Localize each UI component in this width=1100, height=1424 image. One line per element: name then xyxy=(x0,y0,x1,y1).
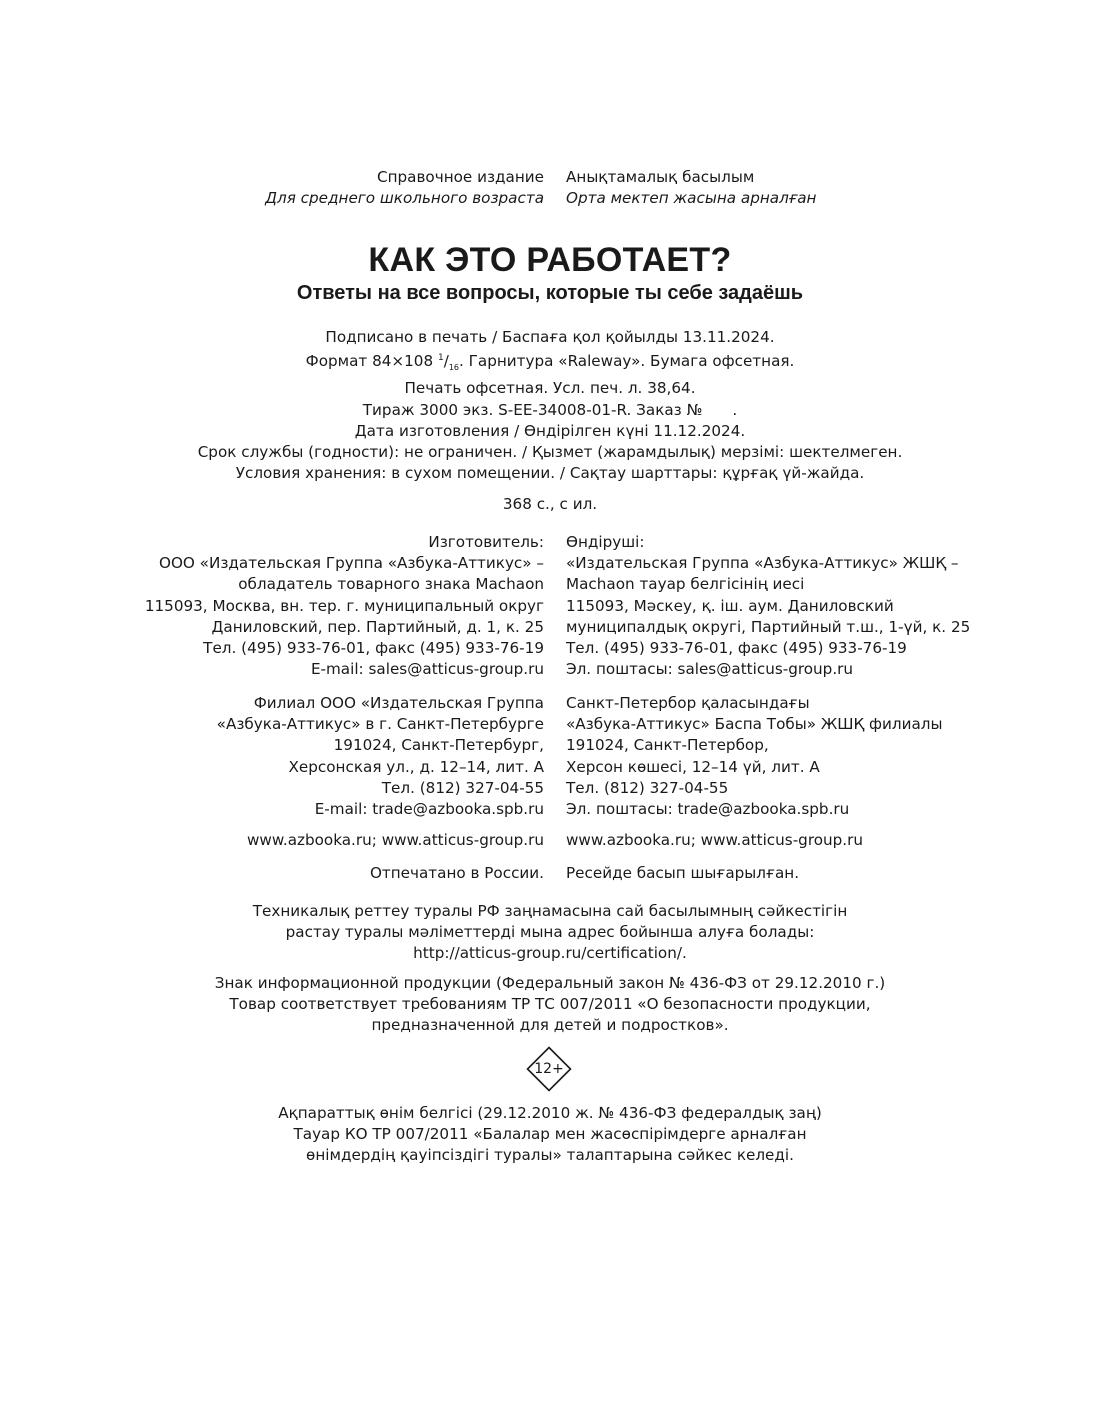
print-method: Печать офсетная. Усл. печ. л. 38,64. xyxy=(404,379,696,398)
certification-kz xyxy=(0,901,1100,965)
printed-in-kz-text: Ресейде басып шығарылған. xyxy=(566,864,800,882)
printed-in-ru-text: Отпечатано в России. xyxy=(369,864,544,882)
manufacturer-kz-line: Өндіруші: xyxy=(566,533,645,551)
branch-kz-line: «Азбука-Аттикус» Баспа Тобы» ЖШҚ филиалы xyxy=(566,715,943,734)
info-sign-ru-line: Знак информационной продукции (Федеральный закон № 436-ФЗ от 29.12.2010 г.) xyxy=(214,974,886,992)
edition-type-kz: Анықтамалық басылым xyxy=(566,168,755,186)
format-prefix: Формат 84×108 xyxy=(305,352,438,371)
manufacturer-kz-line: «Издательская Группа «Азбука-Аттикус» ЖШҚ – xyxy=(566,554,959,573)
print-run-prefix: Тираж 3000 экз. S-EE-34008-01-R. Заказ № xyxy=(362,400,703,419)
branch-ru-line: Филиал ООО «Издательская Группа xyxy=(253,694,544,712)
info-sign-kz-line: өнімдердің қауіпсіздігі туралы» талаптарына сәйкес келеді. xyxy=(306,1146,794,1165)
websites-block xyxy=(0,830,1100,851)
format-denominator: 16 xyxy=(448,363,459,373)
manufacturer-kz-line: муниципалдық округі, Партийный т.ш., 1-үй, к. 25 xyxy=(566,617,971,636)
branch-ru-line: «Азбука-Аттикус» в г. Санкт-Петербурге xyxy=(216,715,544,734)
info-sign-kz-line: Ақпараттық өнім белгісі (29.12.2010 ж. № 436-ФЗ федералдық заң) xyxy=(278,1104,822,1122)
format-slash: / xyxy=(443,352,449,371)
branch-kz-line: Санкт-Петербор қаласындағы xyxy=(566,694,810,712)
page-count: 368 с., с ил. xyxy=(502,495,598,513)
book-subtitle: Ответы на все вопросы, которые ты себе задаёшь xyxy=(296,282,804,304)
format-line xyxy=(0,348,1100,378)
shelf-life: Срок службы (годности): не ограничен. / Қызмет (жарамдылық) мерзімі: шектелмеген. xyxy=(197,443,903,462)
imprint-details xyxy=(0,327,1100,484)
age-rating-text: 12+ xyxy=(534,1061,564,1077)
signed-to-print: Подписано в печать / Баспаға қол қойылды 13.11.2024. xyxy=(325,328,775,346)
branch-ru-email: E-mail: trade@azbooka.spb.ru xyxy=(314,800,544,819)
manufacturer-kz-line: 115093, Мәскеу, қ. іш. аум. Даниловский xyxy=(566,596,894,615)
manufacturer-kz-line: Тел. (495) 933-76-01, факс (495) 933-76-19 xyxy=(566,639,907,658)
edition-type-ru: Справочное издание xyxy=(377,168,544,186)
branch-kz-line: Херсон көшесі, 12–14 үй, лит. А xyxy=(566,757,820,776)
manufacturer-ru-line: Даниловский, пер. Партийный, д. 1, к. 25 xyxy=(211,617,544,636)
storage-conditions: Условия хранения: в сухом помещении. / Сақтау шарттары: құрғақ үй-жайда. xyxy=(235,464,865,483)
websites-kz xyxy=(555,830,985,851)
print-run-suffix: . xyxy=(732,400,738,419)
branch-kz-line: Тел. (812) 327-04-55 xyxy=(566,778,729,797)
certification-url: http://atticus-group.ru/certification/. xyxy=(413,944,687,963)
age-rating-badge xyxy=(526,1046,572,1092)
manufacturer-ru-line: ООО «Издательская Группа «Азбука-Аттикус» – xyxy=(158,554,544,573)
format-numerator: 1 xyxy=(437,353,444,364)
manufacturer-ru-line: 115093, Москва, вн. тер. г. муниципальный округ xyxy=(144,596,544,615)
websites-ru-text: www.azbooka.ru; www.atticus-group.ru xyxy=(247,831,544,849)
page-count-block xyxy=(0,494,1100,515)
printed-in-kz xyxy=(555,863,985,884)
manufacturer-ru-line: обладатель товарного знака Machaon xyxy=(238,575,544,594)
book-title: КАК ЭТО РАБОТАЕТ? xyxy=(368,241,732,279)
info-sign-ru-line: Товар соответствует требованиям ТР ТС 007/2011 «О безопасности продукции, xyxy=(229,995,871,1014)
info-sign-kz xyxy=(0,1103,1100,1167)
book-title-block xyxy=(0,240,1100,306)
print-run-line xyxy=(0,400,1100,421)
branch-kz xyxy=(555,693,985,820)
manufacturer-ru-line: Изготовитель: xyxy=(428,533,544,551)
edition-header-ru xyxy=(115,167,555,209)
info-sign-kz-line: Тауар КО ТР 007/2011 «Балалар мен жасөспірімдерге арналған xyxy=(293,1125,807,1144)
branch-ru-line: Херсонская ул., д. 12–14, лит. А xyxy=(288,757,544,776)
format-suffix: . Гарнитура «Raleway». Бумага офсетная. xyxy=(459,352,795,371)
certification-kz-line: растау туралы мәліметтерді мына адрес бойынша алуға болады: xyxy=(285,923,815,942)
branch-kz-line: 191024, Санкт-Петербор, xyxy=(566,736,769,755)
edition-header-kz xyxy=(555,167,985,209)
manufacturer-ru-email: E-mail: sales@atticus-group.ru xyxy=(310,660,544,679)
branch-block xyxy=(0,693,1100,820)
edition-age-kz: Орта мектеп жасына арналған xyxy=(566,189,817,208)
info-sign-ru-line: предназначенной для детей и подростков». xyxy=(371,1016,729,1035)
printed-in-block xyxy=(0,863,1100,884)
branch-ru-line: Тел. (812) 327-04-55 xyxy=(381,778,544,797)
manufacturer-ru xyxy=(115,532,555,680)
manufacturer-kz-email: Эл. поштасы: sales@atticus-group.ru xyxy=(566,660,854,679)
websites-kz-text: www.azbooka.ru; www.atticus-group.ru xyxy=(566,831,863,849)
manufacture-date: Дата изготовления / Өндірілген күні 11.12.2024. xyxy=(354,421,746,440)
manufacturer-kz-line: Machaon тауар белгісінің иесі xyxy=(566,575,805,594)
certification-kz-line: Техникалық реттеу туралы РФ заңнамасына сай басылымның сәйкестігін xyxy=(252,902,848,920)
branch-ru xyxy=(115,693,555,820)
manufacturer-kz xyxy=(555,532,985,680)
edition-age-ru: Для среднего школьного возраста xyxy=(265,189,544,208)
websites-ru xyxy=(115,830,555,851)
info-sign-ru xyxy=(0,973,1100,1037)
edition-header xyxy=(0,167,1100,209)
manufacturer-ru-line: Тел. (495) 933-76-01, факс (495) 933-76-19 xyxy=(203,639,544,658)
manufacturer-block xyxy=(0,532,1100,680)
printed-in-ru xyxy=(115,863,555,884)
branch-ru-line: 191024, Санкт-Петербург, xyxy=(333,736,544,755)
branch-kz-email: Эл. поштасы: trade@azbooka.spb.ru xyxy=(566,800,850,819)
